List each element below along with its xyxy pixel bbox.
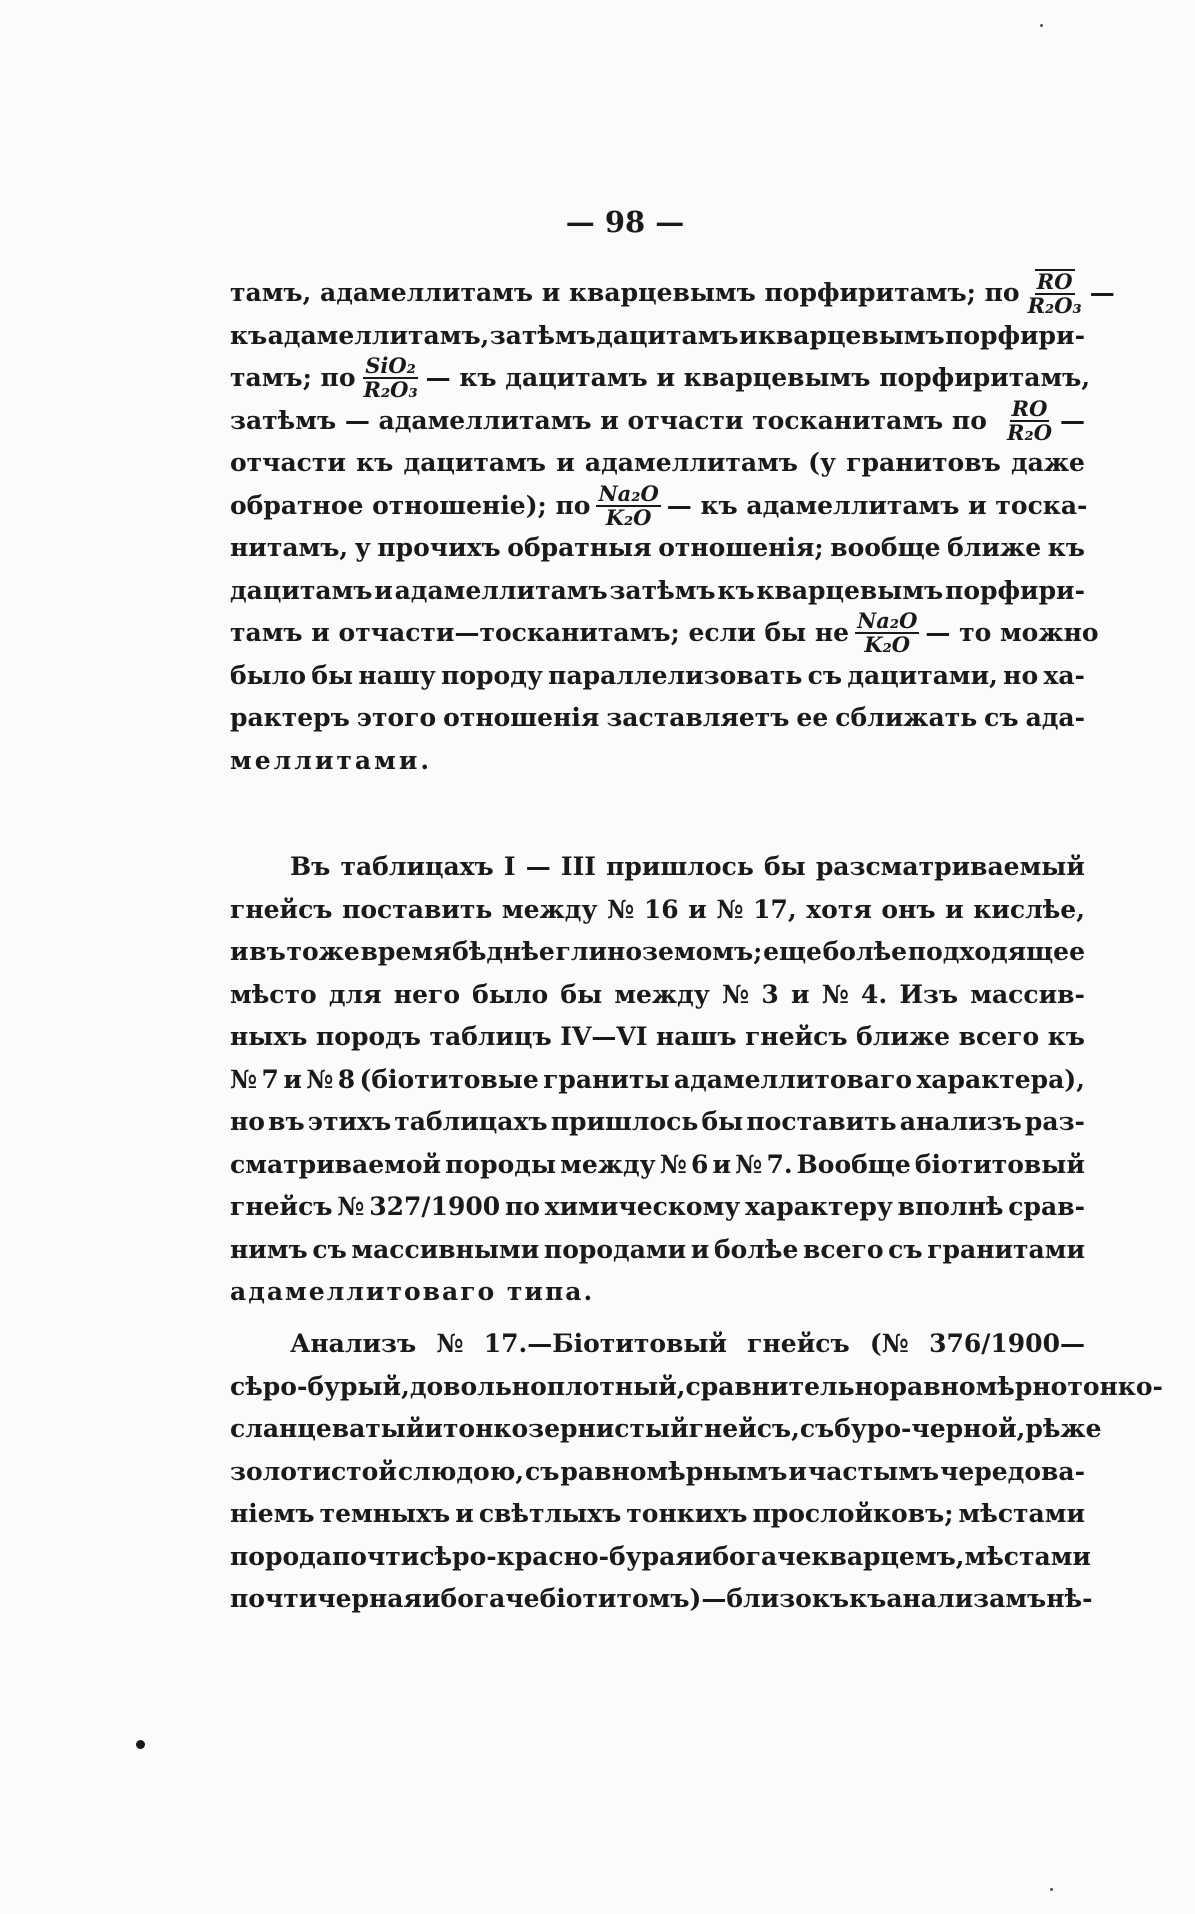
fraction-denominator: K₂O — [864, 632, 911, 658]
text-line — [230, 442, 1085, 485]
word: равномѣрнымъ — [560, 1456, 788, 1486]
word: № — [821, 979, 849, 1009]
text-line: меллитами. — [230, 745, 433, 775]
text-line — [230, 1101, 1085, 1144]
text-line — [230, 1578, 1093, 1621]
word: кварцевымъ — [757, 320, 945, 350]
text-line — [230, 1493, 1085, 1536]
word: даже — [1010, 448, 1085, 477]
text-line — [230, 931, 1085, 974]
text-line — [230, 1366, 1163, 1409]
word: но — [230, 1107, 265, 1136]
word: гнейсъ — [745, 1022, 848, 1051]
word: адамеллитамъ, — [267, 320, 490, 350]
text-line-segment: — — [1089, 278, 1115, 307]
word: въ — [268, 1107, 305, 1136]
text-line-segment: затѣмъ — адамеллитамъ и отчасти тосканитамъ по — [230, 405, 987, 435]
word: и — [556, 448, 575, 477]
word: Вообще — [796, 1149, 911, 1179]
word: всего — [958, 1022, 1040, 1051]
word: бы — [763, 852, 806, 881]
word: прочихъ — [377, 533, 501, 562]
fraction-numerator: SiO₂ — [365, 353, 416, 379]
word: дацитамъ — [596, 320, 739, 350]
paragraph-3 — [230, 1323, 1163, 1621]
word: 7 — [261, 1064, 279, 1094]
word: къ — [849, 1584, 887, 1613]
word: № — [436, 1329, 464, 1358]
word: него — [393, 979, 460, 1009]
word: нашъ — [655, 1022, 737, 1051]
word: ближе — [947, 533, 1042, 562]
word: между — [614, 979, 710, 1009]
word: время — [360, 937, 452, 966]
word: черная — [317, 1584, 422, 1613]
word: и — [712, 1149, 732, 1179]
word: химическому — [544, 1192, 741, 1221]
word: и — [374, 575, 393, 605]
text-line — [230, 697, 1085, 740]
word: рактеръ — [230, 703, 350, 732]
word: характера), — [916, 1064, 1085, 1094]
word: и — [283, 1064, 302, 1094]
word: отношенія; — [658, 533, 824, 562]
fraction-denominator: R₂O — [1007, 419, 1052, 445]
word: нимъ — [230, 1234, 308, 1264]
word: 4. — [861, 979, 888, 1009]
text-line — [230, 1186, 1085, 1229]
paragraph-2 — [230, 846, 1085, 1314]
word: и — [788, 1456, 807, 1486]
word: богаче — [712, 1541, 812, 1571]
word: между — [501, 894, 598, 924]
text-line — [230, 1451, 1085, 1494]
word: гранитами — [927, 1234, 1085, 1264]
word: поставить — [746, 1107, 897, 1136]
word: (біотитовые — [359, 1064, 539, 1094]
word: но — [1003, 660, 1039, 690]
word: адамеллитамъ — [584, 448, 798, 477]
word: и — [945, 894, 964, 924]
word: кварцемъ, — [811, 1541, 965, 1571]
word: почти — [230, 1584, 318, 1613]
word: онъ — [881, 894, 936, 924]
word: довольно — [409, 1371, 547, 1401]
word: 327/1900 — [369, 1192, 501, 1221]
word: нѣ- — [1046, 1584, 1093, 1613]
text-line — [230, 846, 1085, 889]
word: къ — [1047, 1022, 1085, 1051]
word: ніемъ — [230, 1499, 315, 1528]
word: рѣже — [1025, 1414, 1102, 1443]
word: граниты — [543, 1064, 670, 1094]
word: съ — [525, 1456, 560, 1486]
word: и — [688, 894, 707, 924]
fraction-numerator: Na₂O — [857, 608, 918, 634]
text-line — [230, 889, 1085, 932]
word: съ — [807, 660, 843, 690]
word: съ — [888, 1234, 923, 1264]
word: тонко- — [1067, 1371, 1163, 1401]
word: № — [722, 979, 750, 1009]
word: ближе — [856, 1022, 951, 1051]
word: I — [503, 852, 516, 881]
text-line — [230, 1408, 1102, 1451]
word: № — [659, 1149, 687, 1179]
word: этихъ — [307, 1107, 392, 1136]
word: породъ — [316, 1022, 421, 1051]
word: съ — [799, 1414, 835, 1443]
word: нитамъ, — [230, 533, 349, 562]
word: бы — [311, 660, 354, 690]
word: № — [716, 894, 744, 924]
word: IV—VI — [560, 1022, 648, 1051]
word: № — [607, 894, 635, 924]
fraction-denominator: K₂O — [605, 504, 652, 530]
word: 16 — [643, 894, 679, 924]
word: и — [693, 1541, 713, 1571]
word: еще — [763, 937, 822, 966]
fraction-denominator: R₂O₃ — [363, 377, 418, 403]
word: и — [230, 937, 249, 966]
word: анализамъ — [886, 1584, 1047, 1613]
word: адамеллитамъ — [394, 575, 608, 605]
text-line — [230, 1059, 1085, 1102]
word: слюдою, — [397, 1456, 525, 1486]
word: отношенія — [443, 703, 600, 732]
scan-speck — [136, 1740, 145, 1749]
word: Анализъ — [290, 1329, 417, 1358]
word: сланцеватый — [230, 1414, 425, 1443]
word: 3 — [761, 979, 779, 1009]
word: хотя — [806, 894, 872, 924]
word: 7. — [766, 1149, 793, 1179]
word: было — [472, 979, 549, 1009]
word: глиноземомъ; — [555, 937, 763, 966]
word: у — [354, 533, 371, 562]
word: въ — [249, 937, 286, 966]
word: сѣро-красно-бурая — [419, 1541, 694, 1571]
word: гнейсъ — [230, 894, 333, 924]
word: частымъ — [807, 1456, 940, 1486]
paragraph-1 — [230, 269, 1115, 782]
fraction-numerator: RO — [1036, 269, 1073, 295]
word: гранитовъ — [846, 448, 1001, 477]
word: массивными — [351, 1234, 540, 1264]
word: къ — [230, 320, 268, 350]
word: массив- — [970, 979, 1085, 1009]
word: 17.—Біотитовый — [483, 1329, 727, 1358]
word: сближать — [835, 703, 978, 732]
word: сѣро-бурый, — [230, 1371, 410, 1401]
text-line-segment: — къ дацитамъ и кварцевымъ порфиритамъ, — [425, 363, 1091, 392]
text-line-segment: тамъ; по — [230, 363, 356, 392]
word: параллелизовать — [548, 660, 803, 690]
word: вообще — [830, 533, 941, 562]
word: этого — [356, 703, 437, 732]
word: гнейсъ — [747, 1329, 850, 1358]
word: № — [230, 1064, 258, 1094]
word: 376/1900— — [929, 1329, 1085, 1358]
word: пришлось — [550, 1107, 699, 1136]
text-line — [230, 655, 1085, 698]
word: темныхъ — [319, 1499, 451, 1528]
word: III — [560, 852, 596, 881]
word: къ — [356, 448, 394, 477]
fraction-denominator: R₂O₃ — [1027, 293, 1082, 319]
word: было — [230, 660, 307, 690]
word: плотный, — [546, 1371, 686, 1401]
word: кварцевымъ — [756, 575, 944, 605]
word: порфири- — [945, 575, 1085, 605]
fraction-numerator: RO — [1011, 395, 1048, 421]
text-line — [230, 1229, 1085, 1272]
word: затѣмъ — [609, 575, 716, 605]
word: № — [337, 1192, 365, 1221]
text-line-segment: — то можно — [925, 618, 1099, 647]
word: нашу — [358, 660, 436, 690]
word: богаче — [440, 1584, 540, 1613]
word: дацитами, — [847, 660, 998, 690]
text-line-segment: обратное отношеніе); по — [230, 490, 591, 520]
word: затѣмъ — [489, 320, 596, 350]
word: бы — [560, 979, 603, 1009]
word: біотитовый — [914, 1149, 1085, 1179]
word: тоже — [286, 937, 360, 966]
text-line — [230, 1016, 1085, 1059]
word: 6 — [691, 1149, 709, 1179]
page-number: — 98 — — [565, 205, 685, 239]
fraction-sio2-r2o3 — [362, 355, 420, 401]
word: породами — [543, 1234, 687, 1264]
word: заставляетъ — [606, 703, 790, 732]
text-line — [230, 353, 1091, 403]
word: таблицахъ — [394, 1107, 548, 1136]
text-line-segment: — къ адамеллитамъ и тоска- — [666, 490, 1088, 520]
text-line — [230, 269, 1115, 319]
fraction-na2o-k2o — [596, 480, 660, 530]
word: мѣстами — [964, 1541, 1091, 1571]
word: дацитамъ — [403, 448, 546, 477]
word: дацитамъ — [230, 575, 373, 605]
word: прослойковъ; — [752, 1499, 954, 1528]
text-line — [230, 608, 1099, 658]
word: породу — [441, 660, 543, 690]
word: съ — [312, 1234, 347, 1264]
word: Въ — [290, 852, 331, 881]
scan-speck — [1040, 24, 1043, 27]
word: порода — [230, 1541, 332, 1571]
text-line — [230, 570, 1085, 613]
word: таблицахъ — [340, 852, 494, 881]
word: и — [424, 1414, 443, 1443]
word: отчасти — [230, 448, 346, 477]
word: ха- — [1043, 660, 1085, 690]
word: и — [455, 1499, 474, 1528]
word: всего — [803, 1234, 884, 1264]
word: біотитомъ)—близокъ — [539, 1584, 850, 1613]
word: свѣтлыхъ — [478, 1499, 622, 1528]
fraction-ro-r2o3 — [1026, 269, 1084, 317]
word: и — [421, 1584, 441, 1613]
word: тонкозернистый — [442, 1414, 689, 1443]
text-line — [230, 315, 1085, 358]
word: (№ — [869, 1329, 909, 1358]
word: поставить — [342, 894, 493, 924]
word: (у — [808, 448, 837, 477]
word: срав- — [1008, 1192, 1085, 1221]
text-line: адамеллитоваго типа. — [230, 1277, 595, 1306]
word: мѣсто — [230, 979, 317, 1009]
word: таблицъ — [429, 1022, 552, 1051]
word: почти — [332, 1541, 420, 1571]
word: къ — [717, 575, 755, 605]
word: съ — [984, 703, 1019, 732]
text-line — [230, 974, 1085, 1017]
fraction-na2o-k2o — [855, 610, 919, 656]
word: № — [735, 1149, 763, 1179]
text-line — [230, 527, 1085, 570]
word: кислѣе, — [973, 894, 1085, 924]
word: ныхъ — [230, 1022, 308, 1051]
word: и — [690, 1234, 710, 1264]
word: мѣстами — [958, 1499, 1085, 1528]
scan-speck — [1050, 1888, 1053, 1891]
word: пришлось — [606, 852, 754, 881]
word: порфири- — [945, 320, 1085, 350]
text-line-segment: тамъ, адамеллитамъ и кварцевымъ порфиритамъ; по — [230, 278, 1020, 307]
word: къ — [1047, 533, 1085, 562]
word: тонкихъ — [626, 1499, 748, 1528]
word: породы — [445, 1149, 557, 1179]
word: 17, — [753, 894, 797, 924]
fraction-ro-r2o — [1005, 395, 1054, 445]
word: между — [560, 1149, 656, 1179]
word: — — [525, 852, 551, 881]
word: характеру — [745, 1192, 893, 1221]
word: 8 — [337, 1064, 356, 1094]
word: обратныя — [507, 533, 652, 562]
word: бы — [701, 1107, 744, 1136]
text-line-segment: — — [1060, 405, 1085, 435]
word: болѣе — [822, 937, 908, 966]
word: ада- — [1025, 703, 1085, 732]
word: золотистой — [230, 1456, 397, 1486]
word: буро-черной, — [834, 1414, 1026, 1443]
word: по — [504, 1192, 540, 1221]
text-line-segment: тамъ и отчасти—тосканитамъ; если бы не — [230, 618, 850, 647]
word: для — [328, 979, 382, 1009]
text-line — [230, 1536, 1091, 1579]
word: сматриваемой — [230, 1149, 442, 1179]
text-line — [230, 1144, 1085, 1187]
text-line — [230, 480, 1088, 530]
word: болѣе — [713, 1234, 799, 1264]
word: вполнѣ — [897, 1192, 1004, 1221]
word: равномѣрно — [889, 1371, 1068, 1401]
word: и — [738, 320, 758, 350]
word: раз- — [1024, 1107, 1085, 1136]
fraction-numerator: Na₂O — [598, 480, 659, 506]
word: адамеллитоваго — [673, 1064, 913, 1094]
word: Изъ — [899, 979, 959, 1009]
word: гнейсъ, — [688, 1414, 800, 1443]
text-line — [230, 1323, 1085, 1366]
word: № — [306, 1064, 334, 1094]
word: бѣднѣе — [452, 937, 555, 966]
word: и — [790, 979, 810, 1009]
word: сравнительно — [685, 1371, 890, 1401]
word: анализъ — [899, 1107, 1022, 1136]
word: разсматриваемый — [815, 852, 1085, 881]
word: подходящее — [907, 937, 1085, 966]
word: гнейсъ — [230, 1192, 333, 1221]
text-line — [230, 395, 1085, 445]
word: чередова- — [940, 1456, 1085, 1486]
word: ее — [796, 703, 829, 732]
